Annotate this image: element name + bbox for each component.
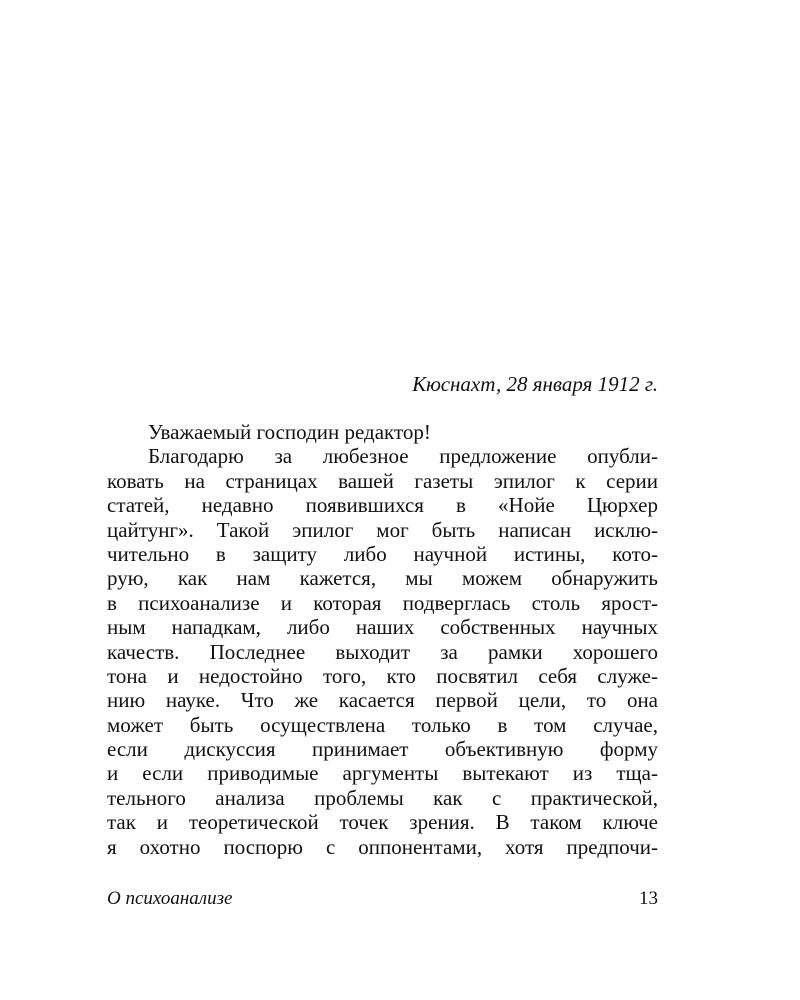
text-line: и если приводимые аргументы вытекают из тща- bbox=[107, 761, 658, 786]
text-line: Благодарю за любезное предложение опубли- bbox=[148, 444, 658, 469]
text-line: чительно в защиту либо научной истины, кото- bbox=[107, 541, 658, 566]
date-line: Кюснахт, 28 января 1912 г. bbox=[412, 372, 658, 396]
text-line: если дискуссия принимает объективную форму bbox=[107, 737, 658, 762]
text-line: может быть осуществлена только в том случае, bbox=[107, 712, 658, 737]
text-line: нию науке. Что же касается первой цели, то она bbox=[107, 688, 658, 713]
page-number: 13 bbox=[639, 888, 658, 909]
text-line: ковать на страницах вашей газеты эпилог к серии bbox=[107, 468, 658, 493]
text-line: ным нападкам, либо наших собственных научных bbox=[107, 615, 658, 640]
running-title: О психоанализе bbox=[107, 888, 233, 909]
text-line: статей, недавно появившихся в «Нойе Цюрхер bbox=[107, 493, 658, 518]
text-line: рую, как нам кажется, мы можем обнаружить bbox=[107, 566, 658, 591]
text-line: в психоанализе и которая подверглась столь ярост- bbox=[107, 590, 658, 615]
page-footer bbox=[107, 886, 658, 912]
text-line: так и теоретической точек зрения. В таком ключе bbox=[107, 810, 658, 835]
text-line: тельного анализа проблемы как с практической, bbox=[107, 785, 658, 810]
salutation: Уважаемый господин редактор! bbox=[148, 420, 431, 444]
letter-body bbox=[107, 420, 658, 859]
text-line: качеств. Последнее выходит за рамки хорошего bbox=[107, 639, 658, 664]
text-line: цайтунг». Такой эпилог мог быть написан исклю- bbox=[107, 517, 658, 542]
text-line: я охотно поспорю с оппонентами, хотя предпочи- bbox=[107, 834, 658, 859]
text-line: тона и недостойно того, кто посвятил себя служе- bbox=[107, 663, 658, 688]
